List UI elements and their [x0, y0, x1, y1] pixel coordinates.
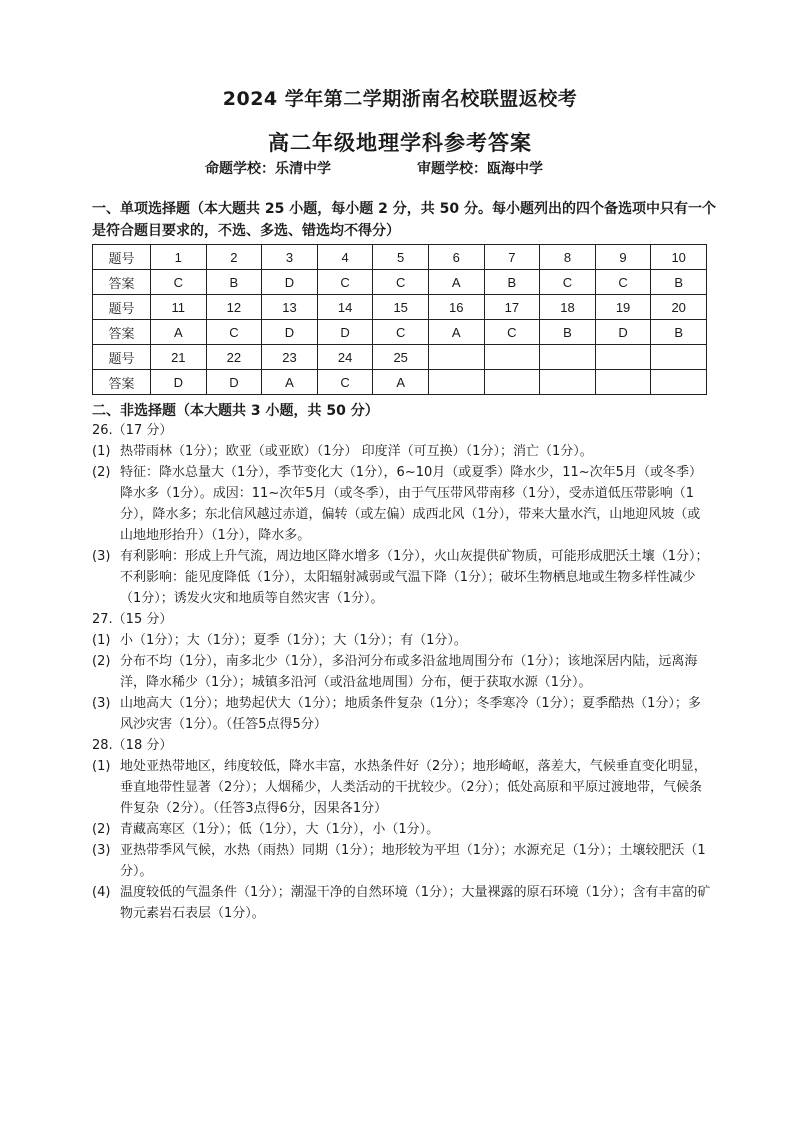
answer-letter-cell: D [262, 270, 318, 295]
answer-item [92, 651, 712, 693]
answer-item [92, 882, 712, 924]
item-text: 小（1分）；大（1分）；夏季（1分）；大（1分）；有（1分）。 [120, 633, 467, 648]
question-number-cell: 4 [317, 245, 373, 270]
question-number-cell: 2 [206, 245, 262, 270]
question-number-cell: 5 [373, 245, 429, 270]
answer-letter-cell: A [428, 320, 484, 345]
question-number-row [93, 345, 707, 370]
item-text: 青藏高寒区（1分）；低（1分），大（1分），小（1分）。 [120, 822, 440, 837]
answer-letter-cell: A [262, 370, 318, 395]
question-number-cell [484, 345, 540, 370]
answer-letter-cell: A [428, 270, 484, 295]
row-label-question: 题号 [93, 345, 151, 370]
item-text: 地处亚热带地区，纬度较低，降水丰富，水热条件好（2分）；地形崎岖，落差大，气候垂直变化明显，垂直地带性显著（2分）；人烟稀少，人类活动的干扰较少。（2分）；低处高原和平原过渡地带，气候条件复杂（2分）。（任答3点得6分，因果各1分） [120, 759, 707, 816]
answer-letter-cell: C [317, 270, 373, 295]
item-number: (1) [92, 444, 111, 459]
answer-item [92, 693, 712, 735]
answer-key-title: 高二年级地理学科参考答案 [268, 131, 532, 155]
answer-letter-cell: C [151, 270, 207, 295]
question-number-cell: 7 [484, 245, 540, 270]
answer-letter-cell: D [595, 320, 651, 345]
item-number: (3) [92, 549, 111, 564]
answer-item [92, 756, 712, 819]
question-number-cell: 14 [317, 295, 373, 320]
answer-table [92, 244, 707, 395]
answer-item [92, 546, 712, 609]
item-text: 温度较低的气温条件（1分）；潮湿干净的自然环境（1分）；大量裸露的原石环境（1分）；含有丰富的矿物元素岩石表层（1分）。 [120, 885, 711, 921]
question-number-row [93, 295, 707, 320]
answer-letter-cell: C [595, 270, 651, 295]
item-number: (1) [92, 633, 111, 648]
question-number-cell: 19 [595, 295, 651, 320]
question-number-cell: 9 [595, 245, 651, 270]
question-27-heading: 27.（15 分） [92, 612, 173, 627]
section-1-heading: 一、单项选择题（本大题共 25 小题，每小题 2 分，共 50 分。每小题列出的四个备选项中只有一个是符合题目要求的，不选、多选、错选均不得分） [92, 201, 716, 239]
question-number-cell: 1 [151, 245, 207, 270]
answer-letter-cell: B [540, 320, 596, 345]
answer-letter-cell: D [262, 320, 318, 345]
item-text: 分布不均（1分），南多北少（1分），多沿河分布或多沿盆地周围分布（1分）；该地深居内陆，远离海洋，降水稀少（1分）；城镇多沿河（或沿盆地周围）分布，便于获取水源（1分）。 [120, 654, 698, 690]
question-number-cell: 23 [262, 345, 318, 370]
question-number-cell: 3 [262, 245, 318, 270]
answer-letter-cell [595, 370, 651, 395]
item-number: (3) [92, 696, 111, 711]
question-number-cell: 13 [262, 295, 318, 320]
answer-letter-cell: D [206, 370, 262, 395]
question-number-cell: 25 [373, 345, 429, 370]
question-number-cell: 22 [206, 345, 262, 370]
answer-letter-cell: B [651, 270, 707, 295]
answer-row [93, 370, 707, 395]
question-number-cell: 16 [428, 295, 484, 320]
question-number-cell: 18 [540, 295, 596, 320]
answer-letter-cell: C [373, 270, 429, 295]
answer-letter-cell: B [484, 270, 540, 295]
question-26-heading: 26.（17 分） [92, 423, 173, 438]
answer-letter-cell: B [651, 320, 707, 345]
answer-item [92, 630, 712, 651]
question-26 [92, 420, 712, 609]
question-number-cell: 15 [373, 295, 429, 320]
reviewer-school: 审题学校：瓯海中学 [417, 161, 543, 177]
question-number-cell: 10 [651, 245, 707, 270]
question-number-cell: 24 [317, 345, 373, 370]
item-text: 特征：降水总量大（1分），季节变化大（1分），6~10月（或夏季）降水少，11~次年5月（或冬季）降水多（1分）。成因：11~次年5月（或冬季），由于气压带风带南移（1分），受赤道低压带影响（1分），降水多；东北信风越过赤道，偏转（或左偏）成西北风（1分），带来大量水汽，山地迎风坡（或山地地形抬升）（1分），降水多。 [120, 465, 702, 543]
question-number-cell: 17 [484, 295, 540, 320]
answer-letter-cell: C [373, 320, 429, 345]
answer-row [93, 270, 707, 295]
item-number: (2) [92, 465, 111, 480]
question-number-cell: 21 [151, 345, 207, 370]
answer-letter-cell: A [373, 370, 429, 395]
answer-item [92, 840, 712, 882]
answer-letter-cell: D [317, 320, 373, 345]
question-number-cell: 6 [428, 245, 484, 270]
answer-letter-cell: A [151, 320, 207, 345]
item-number: (2) [92, 822, 111, 837]
row-label-answer: 答案 [93, 320, 151, 345]
question-number-cell [428, 345, 484, 370]
item-number: (1) [92, 759, 111, 774]
row-label-answer: 答案 [93, 370, 151, 395]
question-number-row [93, 245, 707, 270]
answer-item [92, 819, 712, 840]
question-28-heading: 28.（18 分） [92, 738, 173, 753]
question-27 [92, 609, 712, 735]
row-label-answer: 答案 [93, 270, 151, 295]
exam-title: 2024 学年第二学期浙南名校联盟返校考 [222, 88, 578, 110]
item-number: (4) [92, 885, 111, 900]
answer-letter-cell [651, 370, 707, 395]
item-text: 亚热带季风气候，水热（雨热）同期（1分）；地形较为平坦（1分）；水源充足（1分）；土壤较肥沃（1分）。 [120, 843, 706, 879]
item-text: 有利影响：形成上升气流，周边地区降水增多（1分），火山灰提供矿物质，可能形成肥沃土壤（1分）；不利影响：能见度降低（1分），太阳辐射减弱或气温下降（1分）；破坏生物栖息地或生物多样性减少（1分）；诱发火灾和地质等自然灾害（1分）。 [120, 549, 709, 606]
answer-row [93, 320, 707, 345]
question-number-cell: 11 [151, 295, 207, 320]
item-text: 山地高大（1分）；地势起伏大（1分）；地质条件复杂（1分）；冬季寒冷（1分）；夏季酷热（1分）；多风沙灾害（1分）。（任答5点得5分） [120, 696, 701, 732]
section-2-body [92, 420, 712, 924]
answer-letter-cell: C [317, 370, 373, 395]
answer-letter-cell [540, 370, 596, 395]
answer-letter-cell: C [206, 320, 262, 345]
answer-letter-cell: B [206, 270, 262, 295]
answer-letter-cell [428, 370, 484, 395]
question-28 [92, 735, 712, 924]
answer-item [92, 462, 712, 546]
question-number-cell: 20 [651, 295, 707, 320]
item-number: (2) [92, 654, 111, 669]
question-number-cell [595, 345, 651, 370]
question-number-cell [540, 345, 596, 370]
question-number-cell: 8 [540, 245, 596, 270]
row-label-question: 题号 [93, 245, 151, 270]
answer-item [92, 441, 712, 462]
question-number-cell [651, 345, 707, 370]
answer-letter-cell: D [151, 370, 207, 395]
section-2-heading: 二、非选择题（本大题共 3 小题，共 50 分） [92, 403, 379, 419]
item-text: 热带雨林（1分）；欧亚（或亚欧）（1分） 印度洋（可互换）（1分）；消亡（1分）。 [120, 444, 593, 459]
setter-school: 命题学校：乐清中学 [205, 161, 331, 177]
answer-letter-cell: C [484, 320, 540, 345]
school-info [205, 158, 543, 178]
question-number-cell: 12 [206, 295, 262, 320]
answer-letter-cell: C [540, 270, 596, 295]
answer-letter-cell [484, 370, 540, 395]
row-label-question: 题号 [93, 295, 151, 320]
item-number: (3) [92, 843, 111, 858]
